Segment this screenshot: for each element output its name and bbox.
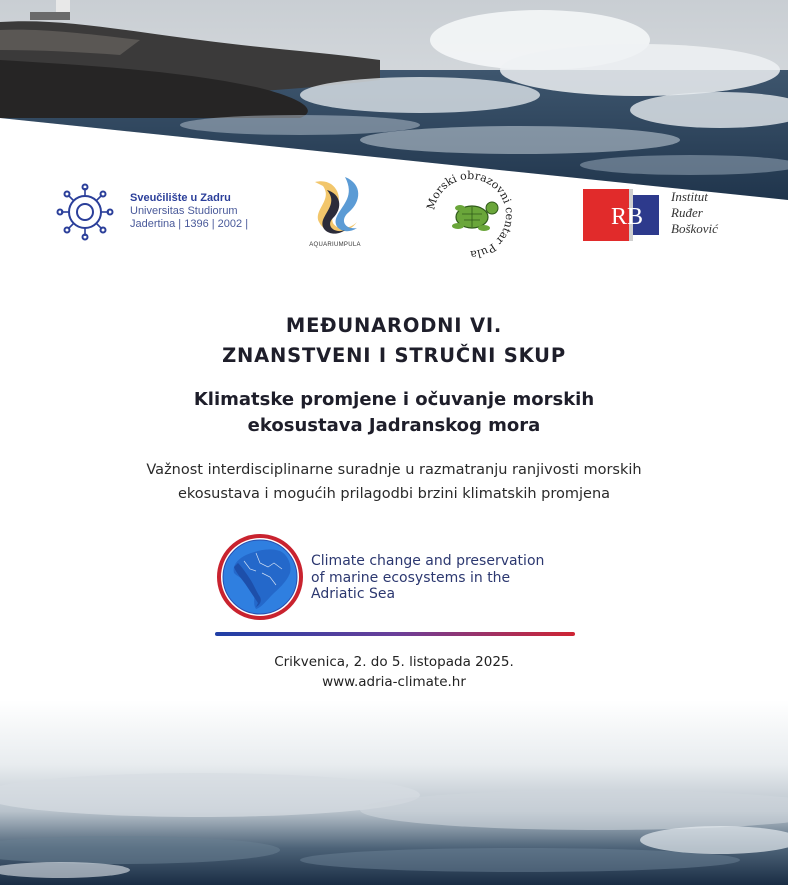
irb-line2: Ruđer: [671, 205, 703, 220]
zadar-latin: Universitas Studiorum: [130, 205, 238, 217]
gradient-divider: [215, 632, 575, 636]
adriatic-map-logo: [216, 533, 304, 621]
irb-mark-icon: [583, 187, 663, 243]
adriatic-map-icon: [216, 533, 304, 621]
bottom-sea-photo: [0, 700, 788, 885]
tagline-line2: ekosustava i mogućih prilagodbi brzini klimatskih promjena: [177, 486, 611, 502]
subtitle-line1: Klimatske promjene i očuvanje morskih: [193, 389, 595, 410]
tagline-line1: Važnost interdisciplinarne suradnje u razmatranju ranjivosti morskih: [146, 462, 642, 478]
website-link[interactable]: www.adria-climate.hr: [322, 674, 466, 690]
place-date: Crikvenica, 2. do 5. listopada 2025.: [274, 654, 514, 670]
zadar-name: Sveučilište u Zadru: [130, 192, 231, 204]
zadar-years: Jadertina | 1396 | 2002 |: [130, 218, 249, 230]
turtle-emblem-icon: [420, 170, 520, 260]
conference-name: [311, 553, 544, 603]
main-title-line2: ZNANSTVENI I STRUČNI SKUP: [222, 344, 566, 367]
morski-ring-text: Morski obrazovni centar Pula: [424, 170, 517, 260]
conference-line3: Adriatic Sea: [311, 586, 396, 602]
aquarium-wave-icon: [305, 172, 365, 242]
conference-line2: of marine ecosystems in the: [311, 569, 511, 586]
aquarium-pula-logo: [305, 172, 365, 252]
irb-mark-text: RB: [610, 204, 644, 230]
main-title: [0, 311, 788, 371]
aquarium-caption: AQUARIUMPULA: [309, 242, 361, 248]
morski-centar-logo: [420, 170, 520, 260]
subtitle-line2: ekosustava Jadranskog mora: [247, 415, 541, 436]
zadar-emblem-icon: [50, 182, 120, 242]
irb-line3: Bošković: [671, 221, 718, 236]
subtitle: [0, 387, 788, 439]
partner-logos: [0, 170, 788, 260]
tagline: [0, 458, 788, 506]
irb-line1: Institut: [671, 189, 708, 204]
conference-line1: Climate change and preservation: [311, 553, 545, 569]
main-title-line1: MEĐUNARODNI VI.: [285, 314, 503, 337]
institut-rudjer-boskovic-logo: [583, 187, 753, 247]
university-zadar-logo: [50, 182, 260, 242]
